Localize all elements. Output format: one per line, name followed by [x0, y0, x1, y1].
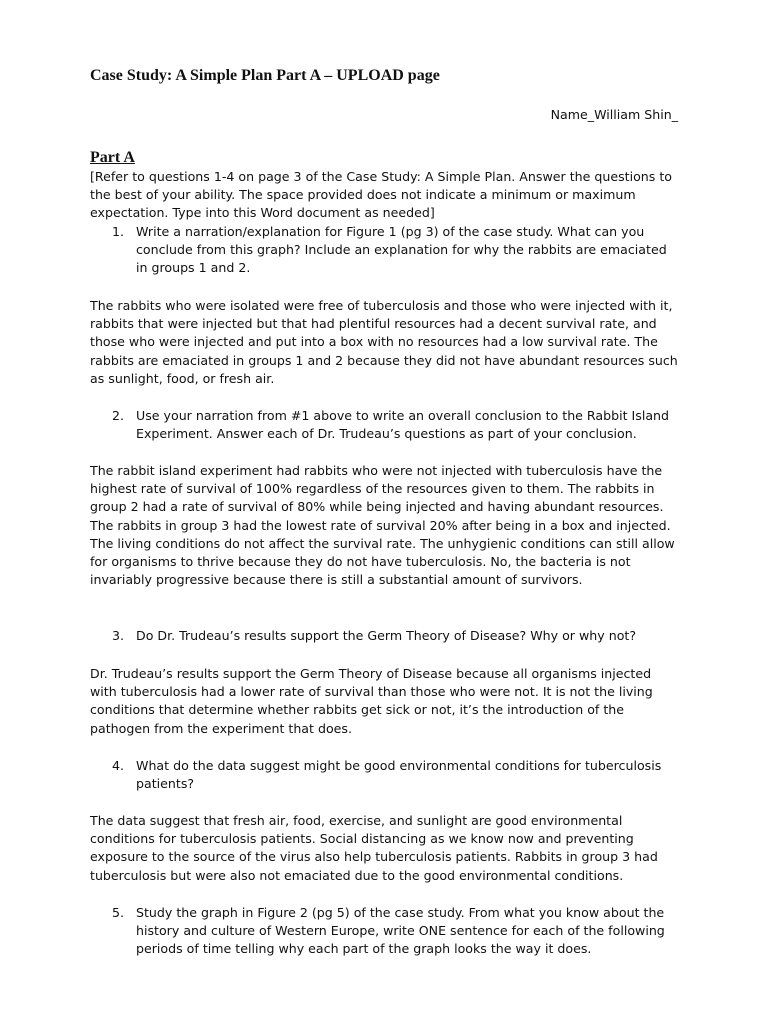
- question-4-text: What do the data suggest might be good environmental conditions for tuberculosis patients?: [136, 758, 662, 792]
- instructions-paragraph: [Refer to questions 1-4 on page 3 of the Case Study: A Simple Plan. Answer the questions to the best of your ability. The space provided does not indicate a minimum or maximum expectation. Type into this Word document as needed]: [90, 169, 672, 221]
- answer-1: The rabbits who were isolated were free of tuberculosis and those who were injected with it, rabbits that were injected but that had plentiful resources had a decent survival rate, and those who were injected and put into a box with no resources had a low survival rate. The rabbits are emaciated in groups 1 and 2 because they did not have abundant resources such as sunlight, food, or fresh air.: [90, 298, 678, 386]
- question-4-number: 4.: [112, 758, 125, 773]
- question-4: [112, 757, 680, 793]
- question-1-text: Write a narration/explanation for Figure 1 (pg 3) of the case study. What can you conclude from this graph? Include an explanation for why the rabbits are emaciated in groups 1 and 2.: [136, 224, 667, 276]
- answer-4: The data suggest that fresh air, food, exercise, and sunlight are good environmental conditions for tuberculosis patients. Social distancing as we know now and preventing exposure to the source of the virus also help tuberculosis patients. Rabbits in group 3 had tuberculosis but were also not emaciated due to the good environmental conditions.: [90, 813, 658, 883]
- question-1: [112, 223, 680, 278]
- answer-3: Dr. Trudeau’s results support the Germ Theory of Disease because all organisms injected with tuberculosis had a lower rate of survival than those who were not. It is not the living conditions that determine whether rabbits get sick or not, it’s the introduction of the pathogen from the experiment that does.: [90, 666, 653, 736]
- answer-2: The rabbit island experiment had rabbits who were not injected with tuberculosis have the highest rate of survival of 100% regardless of the resources given to them. The rabbits in group 2 had a rate of survival of 80% while being injected and having abundant resources. The rabbits in group 3 had the lowest rate of survival 20% after being in a box and injected. The living conditions do not affect the survival rate. The unhygienic conditions can still allow for organisms to thrive because they do not have tuberculosis. No, the bacteria is not invariably progressive because there is still a substantial amount of survivors.: [90, 463, 675, 588]
- question-3-text: Do Dr. Trudeau’s results support the Germ Theory of Disease? Why or why not?: [136, 628, 637, 643]
- question-1-number: 1.: [112, 224, 125, 239]
- question-5: [112, 904, 680, 959]
- question-2-text: Use your narration from #1 above to write an overall conclusion to the Rabbit Island Experiment. Answer each of Dr. Trudeau’s questions as part of your conclusion.: [136, 408, 670, 442]
- question-2: [112, 407, 680, 443]
- question-3-number: 3.: [112, 628, 125, 643]
- document-title: Case Study: A Simple Plan Part A – UPLOAD page: [90, 67, 440, 84]
- question-3: [112, 627, 680, 645]
- part-a-heading: Part A: [90, 149, 135, 166]
- question-5-number: 5.: [112, 905, 125, 920]
- question-5-text: Study the graph in Figure 2 (pg 5) of the case study. From what you know about the history and culture of Western Europe, write ONE sentence for each of the following periods of time telling why each part of the graph looks the way it does.: [136, 905, 665, 957]
- question-2-number: 2.: [112, 408, 125, 423]
- student-name: Name_William Shin_: [550, 107, 678, 122]
